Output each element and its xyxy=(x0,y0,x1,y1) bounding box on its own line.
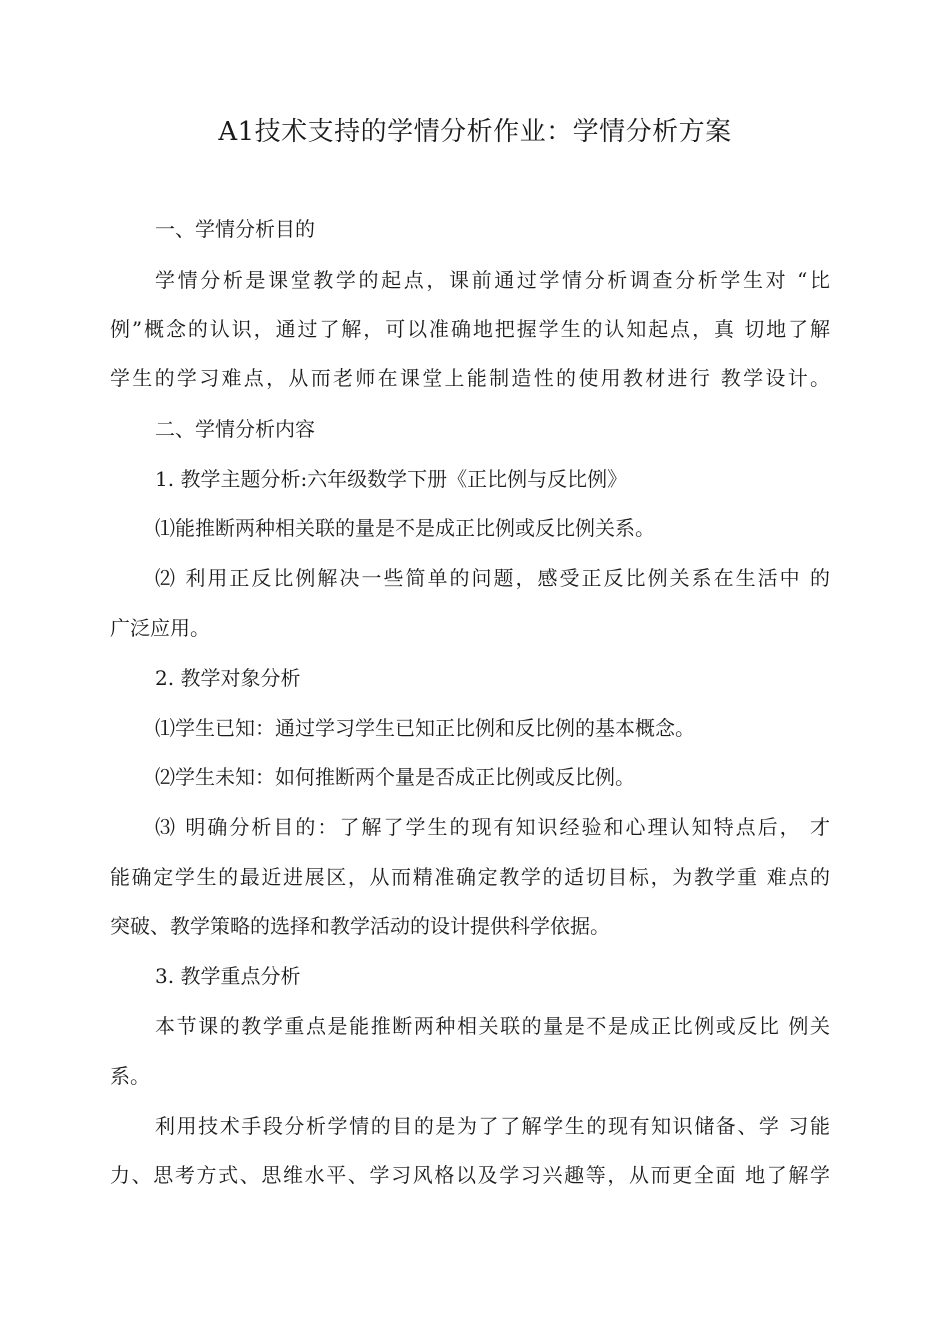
section-heading-purpose: 一、学情分析目的 xyxy=(155,217,315,241)
subheading-topic-analysis: 1. 教学主题分析:六年级数学下册《正比例与反比例》 xyxy=(155,467,628,491)
paragraph-line: 系。 xyxy=(110,1064,150,1088)
paragraph-line: 学生的学习难点，从而老师在课堂上能制造性的使用教材进行 教学设计。 xyxy=(110,366,830,390)
document-title: A1技术支持的学情分析作业：学情分析方案 xyxy=(218,117,732,147)
paragraph-line: 本节课的教学重点是能推断两种相关联的量是不是成正比例或反比 例关 xyxy=(155,1014,830,1038)
list-item: ⑶ 明确分析目的：了解了学生的现有知识经验和心理认知特点后， 才 xyxy=(155,815,830,839)
paragraph-line: 利用技术手段分析学情的目的是为了了解学生的现有知识储备、学 习能 xyxy=(155,1114,830,1138)
subheading-student-analysis: 2. 教学对象分析 xyxy=(155,666,301,690)
paragraph-line: 力、思考方式、思维水平、学习风格以及学习兴趣等，从而更全面 地了解学 xyxy=(110,1163,830,1187)
paragraph-line: 突破、教学策略的选择和教学活动的设计提供科学依据。 xyxy=(110,914,610,938)
subheading-key-points: 3. 教学重点分析 xyxy=(155,964,301,988)
paragraph-line: 例”概念的认识，通过了解，可以准确地把握学生的认知起点，真 切地了解 xyxy=(110,317,830,341)
list-item: ⑴能推断两种相关联的量是不是成正比例或反比例关系。 xyxy=(155,516,655,540)
list-item: ⑵ 利用正反比例解决一些简单的问题，感受正反比例关系在生活中 的 xyxy=(155,566,830,590)
paragraph-line: 学情分析是课堂教学的起点，课前通过学情分析调查分析学生对 “比 xyxy=(155,268,830,292)
list-item: ⑴学生已知：通过学习学生已知正比例和反比例的基本概念。 xyxy=(155,716,695,740)
paragraph-line: 能确定学生的最近进展区，从而精准确定教学的适切目标，为教学重 难点的 xyxy=(110,865,830,889)
list-item: ⑵学生未知：如何推断两个量是否成正比例或反比例。 xyxy=(155,765,635,789)
paragraph-line: 广泛应用。 xyxy=(110,616,210,640)
section-heading-content: 二、学情分析内容 xyxy=(155,417,315,441)
